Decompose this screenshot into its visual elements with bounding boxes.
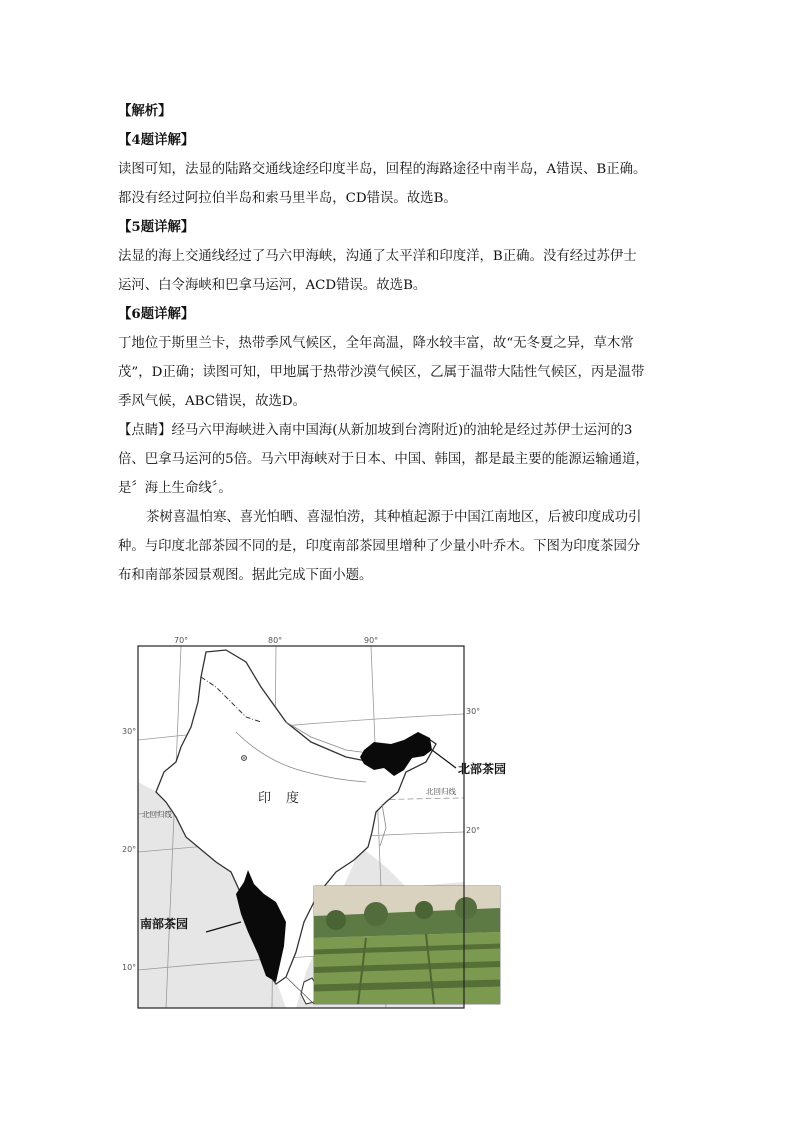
tropic-label: 北回归线 — [426, 787, 456, 796]
highlight-line: 倍、巴拿马运河的5倍。马六甲海峡对于日本、中国、韩国，都是最主要的能源运输通道， — [118, 452, 649, 467]
north-garden-label: 北部茶园 — [458, 762, 507, 776]
lat-label: 10° — [122, 963, 137, 972]
q6-line: 季风气候，ABC错误，故选D。 — [118, 394, 307, 409]
lat-label: 30° — [466, 707, 481, 716]
q4-line: 读图可知，法显的陆路交通线途经印度半岛，回程的海路途径中南半岛，A错误、B正确。 — [118, 162, 647, 177]
tea-plantation-photo — [314, 886, 500, 1004]
country-label: 度 — [286, 791, 300, 806]
lon-label: 80° — [268, 636, 283, 645]
capital-dot — [243, 757, 245, 759]
tropic-label: 北回归线 — [142, 810, 172, 819]
intro-line: 种。与印度北部茶园不同的是，印度南部茶园里增种了少量小叶乔木。下图为印度茶园分 — [118, 539, 641, 554]
lat-label: 20° — [466, 826, 481, 835]
q5-line: 运河、白令海峡和巴拿马运河，ACD错误。故选B。 — [118, 278, 427, 293]
south-garden-label: 南部茶园 — [140, 917, 189, 931]
q5-line: 法显的海上交通线经过了马六甲海峡，沟通了太平洋和印度洋，B正确。没有经过苏伊士 — [118, 249, 637, 264]
q4-line: 都没有经过阿拉伯半岛和索马里半岛，CD错误。故选B。 — [118, 191, 457, 206]
q4-title: 【4题详解】 — [118, 132, 195, 148]
highlight-line: 是〞海上生命线〞。 — [118, 481, 232, 496]
lon-label: 90° — [364, 636, 379, 645]
highlight-line: 【点睛】经马六甲海峡进入南中国海(从新加坡到台湾附近)的油轮是经过苏伊士运河的3 — [118, 423, 633, 438]
lon-label: 70° — [174, 636, 189, 645]
india-tea-map-figure — [122, 632, 507, 1010]
analysis-title: 【解析】 — [118, 103, 172, 119]
country-label: 印 — [258, 791, 272, 806]
india-tea-map — [122, 632, 500, 1010]
q5-title: 【5题详解】 — [118, 219, 195, 235]
intro-line: 布和南部茶园景观图。据此完成下面小题。 — [118, 568, 373, 583]
intro-line: 茶树喜温怕寒、喜光怕晒、喜湿怕涝，其种植起源于中国江南地区，后被印度成功引 — [146, 510, 642, 525]
q6-title: 【6题详解】 — [118, 306, 195, 322]
q6-line: 丁地位于斯里兰卡，热带季风气候区，全年高温，降水较丰富，故“无冬夏之异，草木常 — [118, 336, 634, 351]
lat-label: 30° — [122, 727, 137, 736]
q6-line: 茂”，D正确；读图可知，甲地属于热带沙漠气候区，乙属于温带大陆性气候区，丙是温带 — [118, 365, 645, 380]
lat-label: 20° — [122, 845, 137, 854]
analysis-text — [118, 97, 678, 590]
